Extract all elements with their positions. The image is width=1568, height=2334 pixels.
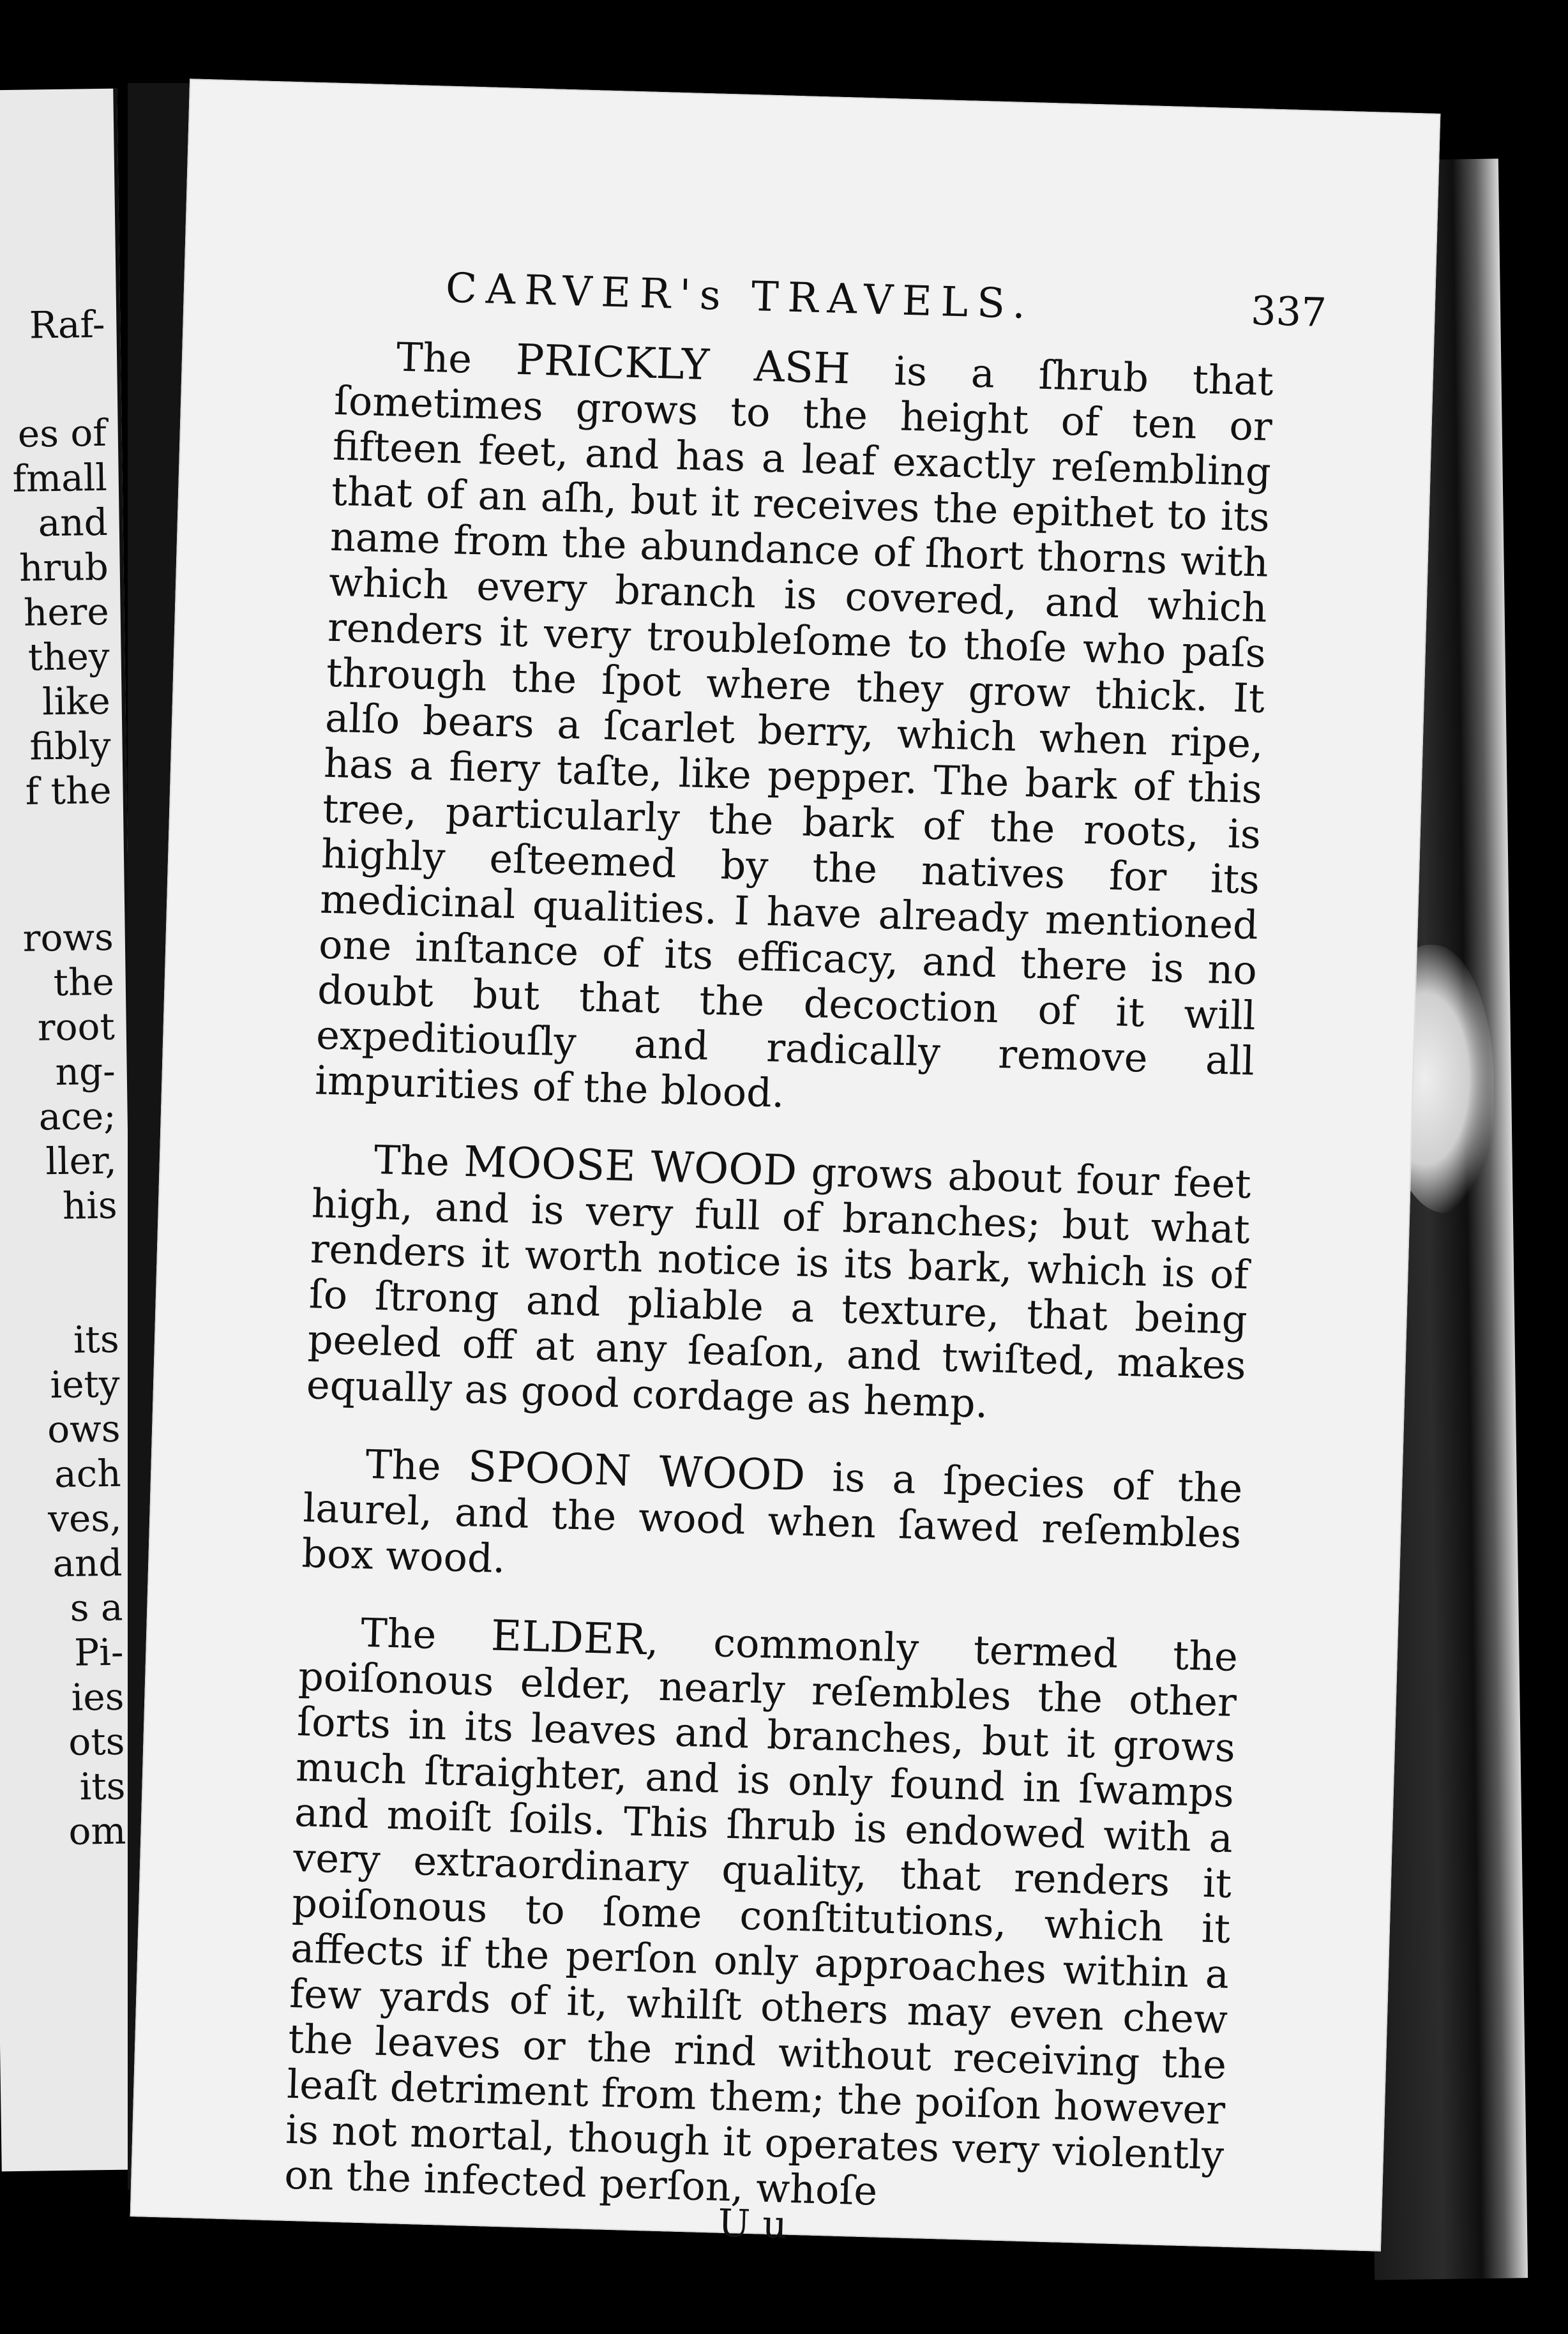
left-page-fragment: here [23, 589, 110, 635]
left-page-fragment: ach [54, 1451, 121, 1496]
left-page-fragment: its [79, 1764, 126, 1809]
left-page-fragment: ves, [47, 1496, 122, 1541]
left-facing-page [0, 89, 146, 2172]
paragraph-lead: The [365, 1440, 469, 1491]
left-page-fragment: root [37, 1004, 116, 1050]
left-page-fragment: like [41, 679, 111, 724]
plant-name: SPOON WOOD [467, 1442, 806, 1501]
paragraph-moose-wood [306, 1134, 1251, 1433]
running-title: CARVER's TRAVELS. [445, 264, 1036, 329]
left-page-fragment: fibly [29, 723, 112, 769]
paragraph-text: is a ſhrub that ſometimes grows to the height of ten or fifteen feet, and has a leaf exactly reſembling that of an aſh, but it receives the epithet to its name from the abundance of ſhort thorns with which every branch is covered, and which renders it very troubleſome to thoſe who paſs through the ſpot where they grow thick. It alſo bears a ſcarlet berry, which when ripe, has a fiery taſte, like pepper. The bark of this tree, particularly the bark of the roots, is highly eſteemed by the natives for its medicinal qualities. I have already mentioned one inſtance of its efficacy, and there is no doubt but that the decoction of it will expeditiouſly and radically remove all impurities of the blood. [314, 346, 1274, 1117]
paragraph-elder [284, 1607, 1239, 2224]
left-page-fragment: ller, [45, 1138, 117, 1184]
signature-mark: U u [717, 2201, 788, 2248]
left-page-fragment: they [27, 634, 110, 679]
paragraph-text: is a ſpecies of the laurel, and the wood when ſawed reſembles box wood. [301, 1453, 1244, 1582]
left-page-fragment: Pi- [73, 1630, 124, 1675]
left-page-fragment: ies [71, 1675, 124, 1719]
plant-name: PRICKLY ASH [515, 335, 851, 394]
page-number: 337 [1250, 287, 1327, 336]
left-page-fragment: iety [50, 1362, 121, 1407]
left-page-fragment: es of [17, 410, 107, 456]
left-page-fragment: his [62, 1183, 118, 1228]
left-page-fragment: Raf- [29, 302, 105, 347]
left-page-fragment: rows [22, 915, 114, 960]
paragraph-lead: The [360, 1609, 492, 1660]
paragraph-lead: The [396, 333, 516, 384]
paragraph-text: grows about four feet high, and is very full of branches; but what renders it worth notice is its bark, which is of ſo ſtrong and pliable a texture, that being peeled off at any ſeaſon, and twiſted, makes equally as good cordage as hemp. [306, 1148, 1252, 1427]
left-page-fragment: fmall [12, 455, 108, 501]
left-page-fragment: ng- [55, 1049, 116, 1094]
paragraph-prickly-ash [314, 332, 1274, 1129]
left-page-fragment: ots [68, 1719, 125, 1764]
left-page-fragment: and [52, 1540, 123, 1586]
left-page-fragment: ows [47, 1406, 121, 1452]
left-page-fragment: s a [70, 1585, 123, 1630]
left-page-fragment: f the [25, 768, 112, 813]
left-page-fragment: its [73, 1317, 120, 1362]
plant-name: ELDER [490, 1611, 647, 1665]
left-page-fragment: hrub [19, 545, 109, 590]
left-page-fragment: om [68, 1809, 126, 1853]
plant-name: MOOSE WOOD [463, 1136, 798, 1196]
left-page-fragment: the [53, 960, 115, 1005]
book-page [130, 79, 1441, 2251]
left-page-fragment: ace; [38, 1094, 117, 1139]
paragraph-spoon-wood [301, 1439, 1243, 1602]
paragraph-lead: The [373, 1136, 465, 1186]
body-text [283, 332, 1274, 2248]
left-page-fragment: and [38, 500, 109, 545]
paragraph-text: , commonly termed the poiſonous elder, nearly reſembles the other ſorts in its leaves and branches, but it grows much ſtraighter, and is only found in ſwamps and moiſt ſoils. This ſhrub is endowed with a very extraordinary quality, that renders it poiſonous to ſome conſtitutions, which it affects if the perſon only approaches within a few yards of it, whilſt others may even chew the leaves or the rind without receiving the leaſt detriment from them; the poiſon however is not mortal, though it operates very violently on the infected perſon, whoſe [283, 1617, 1239, 2215]
